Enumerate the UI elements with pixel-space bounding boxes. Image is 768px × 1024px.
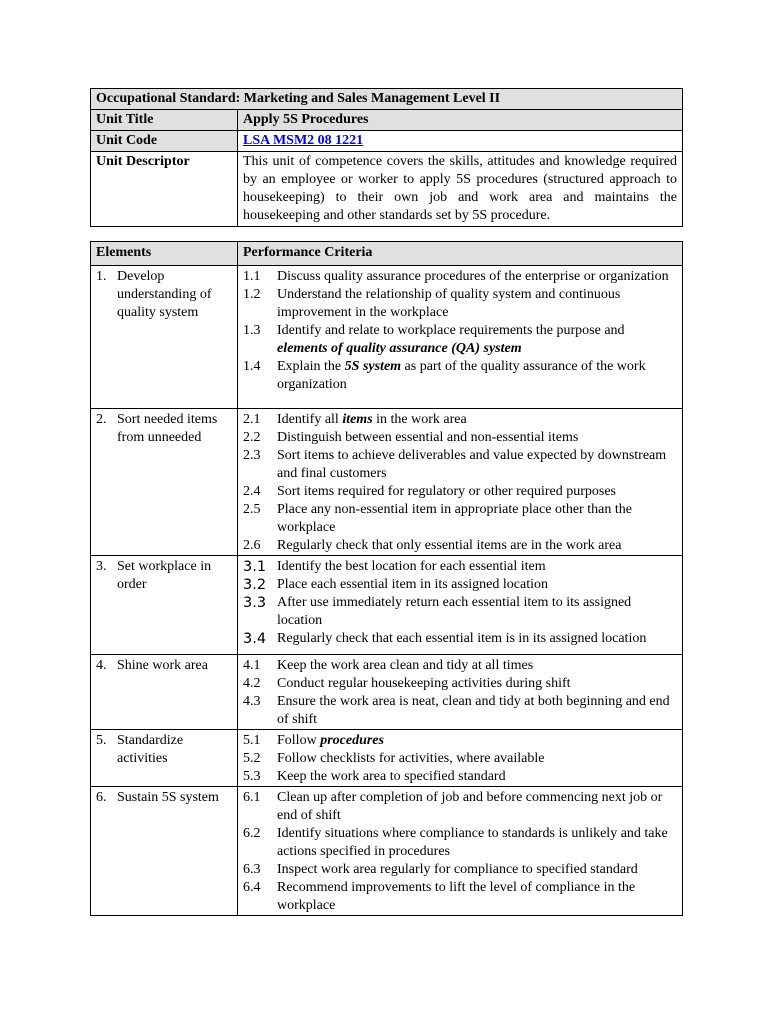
criterion-emphasis: elements of quality assurance (QA) system [277, 341, 522, 356]
criterion-text [277, 411, 677, 429]
criterion-text: Place any non-essential item in appropriate place other than the workplace [277, 502, 632, 535]
criterion-item [243, 750, 677, 768]
criterion-item [243, 630, 677, 648]
element-number: 3. [96, 559, 107, 574]
element-cell [91, 730, 238, 787]
unit-title-label: Unit Title [91, 110, 238, 131]
criteria-cell [238, 266, 683, 409]
criterion-text: Identify situations where compliance to standards is unlikely and take actions specified in procedures [277, 826, 668, 859]
criterion-emphasis: 5S system [344, 359, 402, 374]
element-cell [91, 556, 238, 655]
criterion-text: Identify the best location for each essential item [277, 559, 546, 574]
criteria-cell [238, 655, 683, 730]
element-cell [91, 266, 238, 409]
criterion-item [243, 861, 677, 879]
criterion-number: 4.3 [243, 694, 261, 709]
criterion-text: Regularly check that only essential items are in the work area [277, 538, 622, 553]
element-text: Set workplace in order [117, 559, 212, 592]
criterion-emphasis: items [342, 412, 373, 427]
criteria-cell [238, 730, 683, 787]
criterion-text: Ensure the work area is neat, clean and tidy at both beginning and end of shift [277, 694, 670, 727]
unit-code-cell [238, 131, 683, 152]
criterion-text [277, 358, 677, 394]
criterion-text: Sort items required for regulatory or other required purposes [277, 484, 617, 499]
criterion-item [243, 268, 677, 286]
criterion-number: 2.4 [243, 484, 261, 499]
element-text: Develop understanding of quality system [117, 269, 212, 320]
criterion-item [243, 411, 677, 429]
criterion-text: Understand the relationship of quality system and continuous improvement in the workplace [277, 287, 621, 320]
unit-code-label: Unit Code [91, 131, 238, 152]
unit-descriptor-label: Unit Descriptor [91, 152, 238, 227]
criterion-number: 2.1 [243, 412, 261, 427]
criterion-item [243, 537, 677, 555]
unit-code-link[interactable]: LSA MSM2 08 1221 [243, 133, 364, 148]
criterion-text-post: as part of the quality assurance of the work organization [277, 359, 646, 392]
criterion-number: 3.1 [243, 559, 267, 575]
criterion-number: 1.1 [243, 269, 261, 284]
criterion-text: Discuss quality assurance procedures of the enterprise or organization [277, 269, 669, 284]
element-number: 6. [96, 790, 107, 805]
criterion-number: 4.2 [243, 676, 261, 691]
criterion-emphasis: procedures [320, 733, 384, 748]
criteria-cell [238, 409, 683, 556]
criterion-item [243, 768, 677, 786]
element-row [91, 655, 683, 730]
criterion-item [243, 576, 677, 594]
criterion-text [277, 322, 677, 358]
criterion-number: 1.4 [243, 359, 261, 374]
criterion-item [243, 825, 677, 861]
criterion-text-post: in the work area [372, 412, 467, 427]
criterion-text: Clean up after completion of job and before commencing next job or end of shift [277, 790, 663, 823]
criterion-item [243, 322, 677, 358]
element-row [91, 787, 683, 916]
criterion-text-pre: Follow [277, 733, 321, 748]
criterion-text-pre: Identify all [277, 412, 343, 427]
element-row [91, 730, 683, 787]
elements-column-header: Elements [91, 242, 238, 266]
criterion-number: 2.2 [243, 430, 261, 445]
criterion-text: Distinguish between essential and non-essential items [277, 430, 579, 445]
criterion-text: Conduct regular housekeeping activities during shift [277, 676, 571, 691]
criterion-number: 3.2 [243, 577, 267, 593]
element-text: Shine work area [117, 658, 208, 673]
element-cell [91, 787, 238, 916]
criterion-item [243, 483, 677, 501]
criterion-number: 2.6 [243, 538, 261, 553]
criterion-text: After use immediately return each essential item to its assigned location [277, 595, 632, 628]
criterion-text: Inspect work area regularly for compliance to specified standard [277, 862, 638, 877]
element-number: 1. [96, 269, 107, 284]
criterion-number: 5.1 [243, 733, 261, 748]
criterion-number: 2.5 [243, 502, 261, 517]
criterion-text: Keep the work area to specified standard [277, 769, 506, 784]
criterion-text [277, 732, 677, 750]
criterion-item [243, 693, 677, 729]
element-text: Standardize activities [117, 733, 184, 766]
element-row [91, 409, 683, 556]
criterion-number: 6.4 [243, 880, 261, 895]
criterion-number: 1.3 [243, 323, 261, 338]
criterion-number: 2.3 [243, 448, 261, 463]
element-number: 5. [96, 733, 107, 748]
element-row [91, 266, 683, 409]
unit-title-value: Apply 5S Procedures [238, 110, 683, 131]
criterion-item [243, 675, 677, 693]
criterion-text: Place each essential item in its assigned location [277, 577, 548, 592]
criterion-item [243, 429, 677, 447]
criterion-number: 6.2 [243, 826, 261, 841]
criterion-text: Keep the work area clean and tidy at all times [277, 658, 534, 673]
criterion-item [243, 558, 677, 576]
criterion-text: Recommend improvements to lift the level of compliance in the workplace [277, 880, 636, 913]
criteria-cell [238, 787, 683, 916]
criterion-item [243, 879, 677, 915]
criterion-number: 5.3 [243, 769, 261, 784]
element-row [91, 556, 683, 655]
criteria-column-header: Performance Criteria [238, 242, 683, 266]
criterion-text: Sort items to achieve deliverables and value expected by downstream and final customers [277, 448, 667, 481]
criterion-number: 6.1 [243, 790, 261, 805]
criterion-item [243, 789, 677, 825]
element-number: 2. [96, 412, 107, 427]
element-number: 4. [96, 658, 107, 673]
criterion-number: 3.3 [243, 595, 267, 611]
unit-descriptor-value: This unit of competence covers the skills, attitudes and knowledge required by an employee or worker to apply 5S procedures (structured approach to housekeeping) to their own job and work area and maintains the housekeeping and other standards set by 5S procedure. [238, 152, 683, 227]
criterion-item [243, 732, 677, 750]
criteria-cell [238, 556, 683, 655]
unit-info-table [90, 88, 683, 227]
criterion-item [243, 358, 677, 394]
element-text: Sort needed items from unneeded [117, 412, 218, 445]
criterion-item [243, 447, 677, 483]
performance-rows [91, 266, 683, 916]
criterion-number: 1.2 [243, 287, 261, 302]
criterion-item [243, 594, 677, 630]
criterion-text-pre: Explain the [277, 359, 345, 374]
criterion-number: 3.4 [243, 631, 267, 647]
criterion-text: Follow checklists for activities, where available [277, 751, 545, 766]
element-cell [91, 655, 238, 730]
performance-criteria-table [90, 241, 683, 916]
element-text: Sustain 5S system [117, 790, 219, 805]
element-cell [91, 409, 238, 556]
criterion-text: Regularly check that each essential item is in its assigned location [277, 631, 647, 646]
criterion-item [243, 657, 677, 675]
criterion-text-pre: Identify and relate to workplace requirements the purpose and [277, 323, 625, 338]
criterion-number: 4.1 [243, 658, 261, 673]
criterion-number: 5.2 [243, 751, 261, 766]
criterion-item [243, 286, 677, 322]
criterion-item [243, 501, 677, 537]
criterion-number: 6.3 [243, 862, 261, 877]
occupational-standard-header: Occupational Standard: Marketing and Sales Management Level II [91, 89, 683, 110]
